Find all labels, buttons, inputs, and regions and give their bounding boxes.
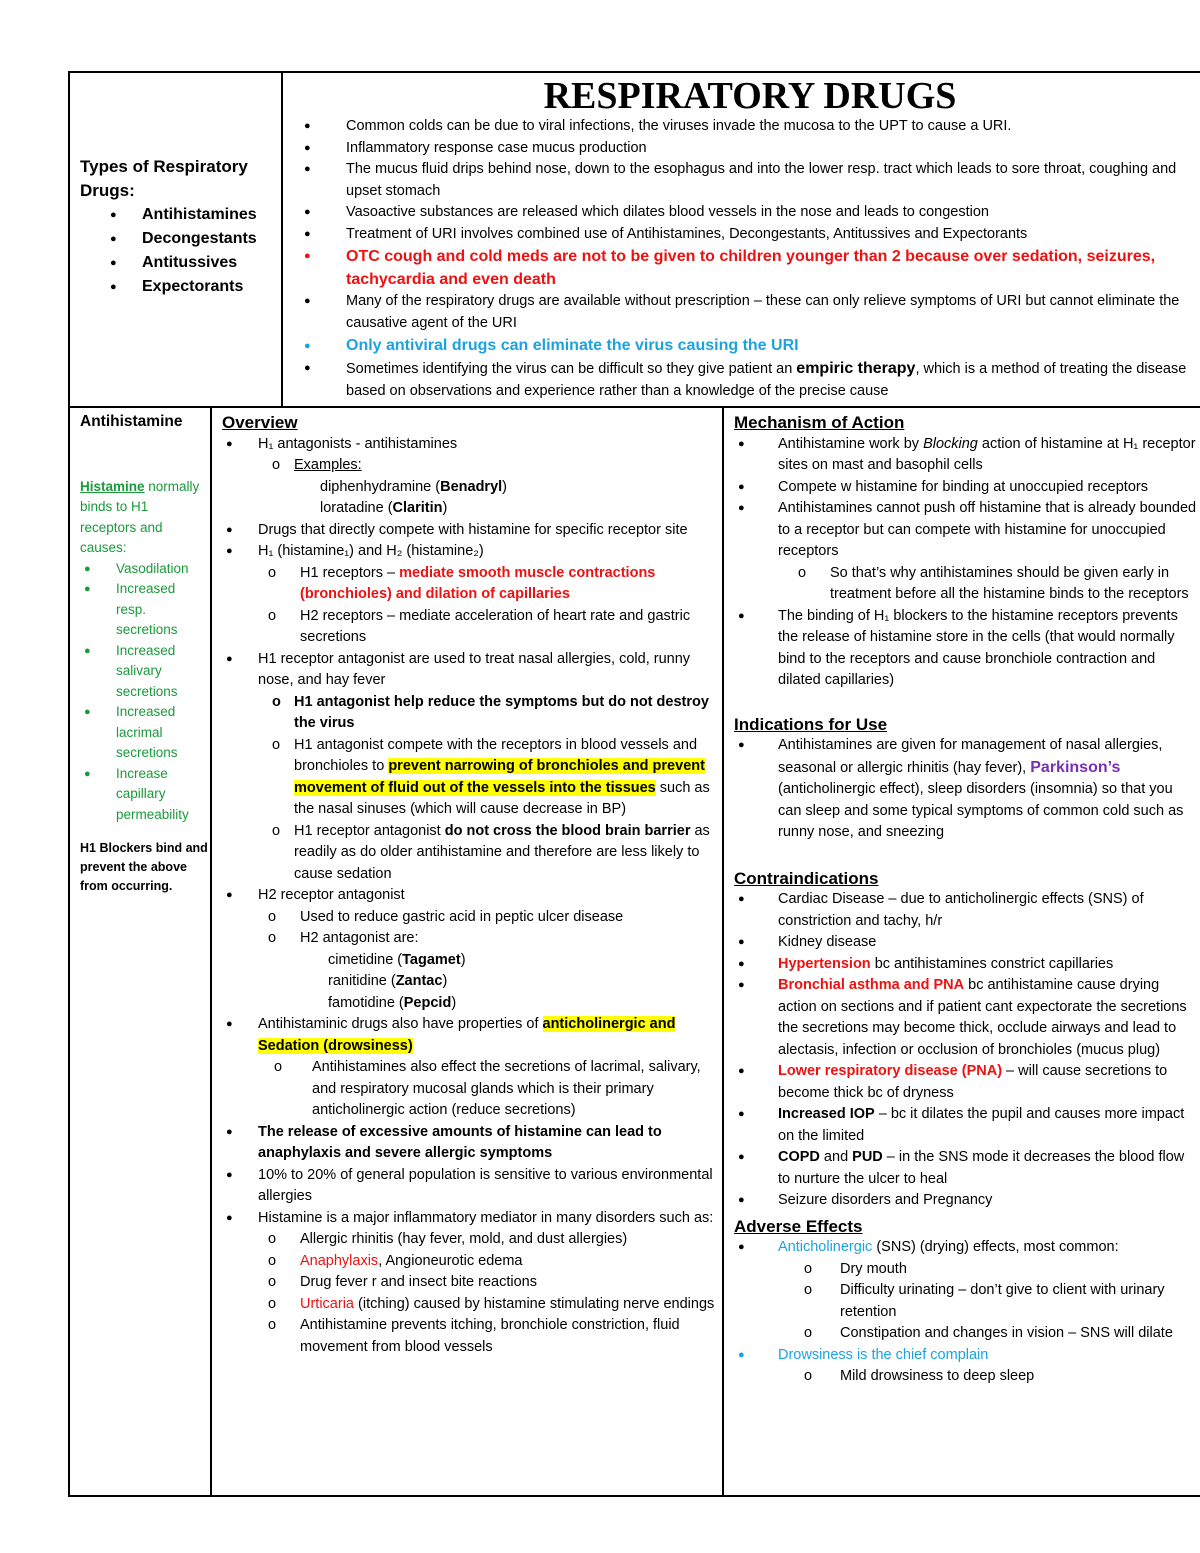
- h1-list: [222, 692, 718, 886]
- blockers-note: H1 Blockers bind and prevent the above from occurring.: [80, 841, 208, 893]
- list-item: o So that’s why antihistamines should be given early in treatment before all the histamine binds to the receptors: [778, 563, 1200, 606]
- list-item: o H2 antagonist are:: [258, 928, 718, 950]
- list-item: ● Antihistamine work by Blocking action of histamine at H₁ receptor sites on mast and basophil cells: [734, 434, 1200, 477]
- list-item: ● Histamine is a major inflammatory mediator in many disorders such as:: [222, 1208, 718, 1230]
- overview-cell: [222, 412, 718, 1358]
- list-item: ● Antihistamines cannot push off histamine that is already bounded to a receptor but can compete with histamine for unoccupied receptors: [734, 498, 1200, 563]
- histamine-text: Histamine normally binds to H1 receptors and causes:: [80, 478, 200, 555]
- list-item: o Difficulty urinating – don’t give to client with urinary retention: [778, 1280, 1200, 1323]
- list-item: ● Vasodilation: [80, 559, 208, 580]
- list-item: o Used to reduce gastric acid in peptic ulcer disease: [258, 907, 718, 929]
- contraindications-heading: Contraindications: [734, 868, 879, 888]
- list-item: ● The mucus fluid drips behind nose, down to the esophagus and into the lower resp. tract which leads to sore throat, coughing and upset stomach: [300, 159, 1200, 202]
- example-pepcid: famotidine (Pepcid): [328, 994, 457, 1011]
- divider-top-vertical: [281, 71, 283, 408]
- list-item: ● Increased salivary secretions: [80, 641, 208, 703]
- histamine-effects: [80, 559, 208, 826]
- overview-list: [222, 434, 718, 456]
- adverse-list-2: [734, 1345, 1200, 1367]
- receptor-list: [222, 563, 718, 649]
- list-item: ● Cardiac Disease – due to anticholinergic effects (SNS) of constriction and tachy, h/r: [734, 889, 1200, 932]
- example-benadryl: diphenhydramine (Benadryl): [320, 478, 508, 495]
- moa-list-2: [734, 606, 1200, 692]
- moa-sub-list: [734, 563, 1200, 606]
- list-item: o Mild drowsiness to deep sleep: [778, 1366, 1200, 1388]
- adverse-sub-list-2: [734, 1366, 1200, 1388]
- list-item: ● Antihistamines are given for management of nasal allergies, seasonal or allergic rhinitis (hay fever), Parkinson’s (anticholinergic effect), sleep disorders (insomnia) so that you can sleep and some typical symptoms of common cold such as runny nose, and sneezing: [734, 735, 1200, 844]
- page-title: RESPIRATORY DRUGS: [543, 75, 957, 117]
- adverse-sub-list: [734, 1259, 1200, 1345]
- antihistamine-heading: Antihistamine: [80, 413, 183, 430]
- examples-list: [222, 455, 718, 477]
- indications-heading: Indications for Use: [734, 714, 888, 734]
- list-item: ● Anticholinergic (SNS) (drying) effects, most common:: [734, 1237, 1200, 1259]
- list-item: o Allergic rhinitis (hay fever, mold, and dust allergies): [258, 1229, 718, 1251]
- list-item: ● Seizure disorders and Pregnancy: [734, 1190, 1200, 1212]
- right-cell: [734, 412, 1200, 1388]
- list-item: ● 10% to 20% of general population is sensitive to various environmental allergies: [222, 1165, 718, 1208]
- overview-list-3: [222, 649, 718, 692]
- list-item: ● Drowsiness is the chief complain: [734, 1345, 1200, 1367]
- list-item: ● Antihistamines: [80, 203, 275, 227]
- divider-horizontal: [68, 406, 1200, 408]
- types-list: [80, 203, 275, 299]
- list-item: ● Treatment of URI involves combined use of Antihistamines, Decongestants, Antitussives and Expectorants: [300, 224, 1200, 246]
- list-item: ● Antitussives: [80, 251, 275, 275]
- divider-left-column: [210, 406, 212, 1497]
- list-item: o H1 antagonist help reduce the symptoms but do not destroy the virus: [258, 692, 718, 735]
- divider-middle-column: [722, 406, 724, 1497]
- contraindications-list: [734, 889, 1200, 1212]
- list-item: ● The release of excessive amounts of histamine can lead to anaphylaxis and severe allergic symptoms: [222, 1122, 718, 1165]
- moa-heading: Mechanism of Action: [734, 413, 905, 432]
- list-item: o H1 antagonist compete with the receptors in blood vessels and bronchioles to prevent narrowing of bronchioles and prevent movement of fluid out of the vessels into the tissues such as the nasal sinuses (which will cause decrease in BP): [258, 735, 718, 821]
- types-heading: Types of Respiratory Drugs:: [80, 157, 248, 200]
- list-item: ● Many of the respiratory drugs are available without prescription – these can only relieve symptoms of URI but cannot eliminate the causative agent of the URI: [300, 291, 1200, 334]
- list-item: o Drug fever r and insect bite reactions: [258, 1272, 718, 1294]
- disorders-list: [222, 1229, 718, 1358]
- adverse-list: [734, 1237, 1200, 1259]
- list-item: ● H₁ (histamine₁) and H₂ (histamine₂): [222, 541, 718, 563]
- list-item: ● Expectorants: [80, 275, 275, 299]
- example-zantac: ranitidine (Zantac): [328, 973, 448, 989]
- list-item: ● Kidney disease: [734, 932, 1200, 954]
- intro-list: [300, 116, 1200, 402]
- list-item: o H1 receptor antagonist do not cross the blood brain barrier as readily as do older antihistamine and therefore are less likely to cause sedation: [258, 821, 718, 886]
- h2-list: [222, 907, 718, 950]
- intro-cell: [300, 76, 1200, 402]
- secretions-list: [222, 1057, 718, 1122]
- list-item: ● Common colds can be due to viral infections, the viruses invade the mucosa to the UPT to cause a URI.: [300, 116, 1200, 138]
- list-item: ● Antihistaminic drugs also have properties of anticholinergic and Sedation (drowsiness): [222, 1014, 718, 1057]
- list-item: ● Vasoactive substances are released which dilates blood vessels in the nose and leads to congestion: [300, 202, 1200, 224]
- list-item: ● Bronchial asthma and PNA bc antihistamine cause drying action on sections and if patient cant expectorate the secretions the secretions may become thick, occlude airways and lead to alectasis, infection or occlusion of bronchioles (mucus plug): [734, 975, 1200, 1061]
- list-item: ● Only antiviral drugs can eliminate the virus causing the URI: [300, 334, 1200, 358]
- types-cell: [80, 155, 275, 299]
- list-item: ● Increased lacrimal secretions: [80, 702, 208, 764]
- list-item: o Examples:: [258, 455, 718, 477]
- list-item: ● Inflammatory response case mucus production: [300, 138, 1200, 160]
- list-item: ● Drugs that directly compete with histamine for specific receptor site: [222, 520, 718, 542]
- list-item: ● H1 receptor antagonist are used to treat nasal allergies, cold, runny nose, and hay fever: [222, 649, 718, 692]
- list-item: o Constipation and changes in vision – SNS will dilate: [778, 1323, 1200, 1345]
- list-item: o Dry mouth: [778, 1259, 1200, 1281]
- indications-list: [734, 735, 1200, 844]
- list-item: ● The binding of H₁ blockers to the histamine receptors prevents the release of histamine store in the cells (that would normally bind to the receptors and cause bronchiole contraction and dilated capillaries): [734, 606, 1200, 692]
- overview-list-4: [222, 885, 718, 907]
- left-cell: [80, 412, 208, 896]
- list-item: ● OTC cough and cold meds are not to be given to children younger than 2 because over sedation, seizures, tachycardia and even death: [300, 245, 1200, 291]
- overview-list-2: [222, 520, 718, 563]
- list-item: ● Lower respiratory disease (PNA) – will cause secretions to become thick bc of dryness: [734, 1061, 1200, 1104]
- list-item: o H2 receptors – mediate acceleration of heart rate and gastric secretions: [258, 606, 718, 649]
- list-item: o Antihistamines also effect the secretions of lacrimal, salivary, and respiratory mucosal glands which is their primary anticholinergic action (reduce secretions): [258, 1057, 718, 1122]
- list-item: ● COPD and PUD – in the SNS mode it decreases the blood flow to nurture the ulcer to heal: [734, 1147, 1200, 1190]
- list-item: o H1 receptors – mediate smooth muscle contractions (bronchioles) and dilation of capillaries: [258, 563, 718, 606]
- list-item: ● Increase capillary permeability: [80, 764, 208, 826]
- list-item: ● H2 receptor antagonist: [222, 885, 718, 907]
- overview-list-6: [222, 1122, 718, 1230]
- list-item: o Antihistamine prevents itching, bronchiole constriction, fluid movement from blood vessels: [258, 1315, 718, 1358]
- overview-list-5: [222, 1014, 718, 1057]
- list-item: ● Decongestants: [80, 227, 275, 251]
- list-item: o Urticaria (itching) caused by histamine stimulating nerve endings: [258, 1294, 718, 1316]
- example-tagamet: cimetidine (Tagamet): [328, 951, 466, 968]
- list-item: o Anaphylaxis, Angioneurotic edema: [258, 1251, 718, 1273]
- list-item: ● Sometimes identifying the virus can be difficult so they give patient an empiric therapy, which is a method of treating the disease based on observations and experience rather than a knowledge of the precise cause: [300, 358, 1200, 402]
- list-item: ● Hypertension bc antihistamines constrict capillaries: [734, 954, 1200, 976]
- overview-heading: Overview: [222, 413, 298, 432]
- list-item: ● H₁ antagonists - antihistamines: [222, 434, 718, 456]
- list-item: ● Compete w histamine for binding at unoccupied receptors: [734, 477, 1200, 499]
- moa-list: [734, 434, 1200, 563]
- list-item: ● Increased resp. secretions: [80, 579, 208, 641]
- adverse-heading: Adverse Effects: [734, 1216, 863, 1236]
- list-item: ● Increased IOP – bc it dilates the pupil and causes more impact on the limited: [734, 1104, 1200, 1147]
- example-claritin: loratadine (Claritin): [320, 500, 448, 516]
